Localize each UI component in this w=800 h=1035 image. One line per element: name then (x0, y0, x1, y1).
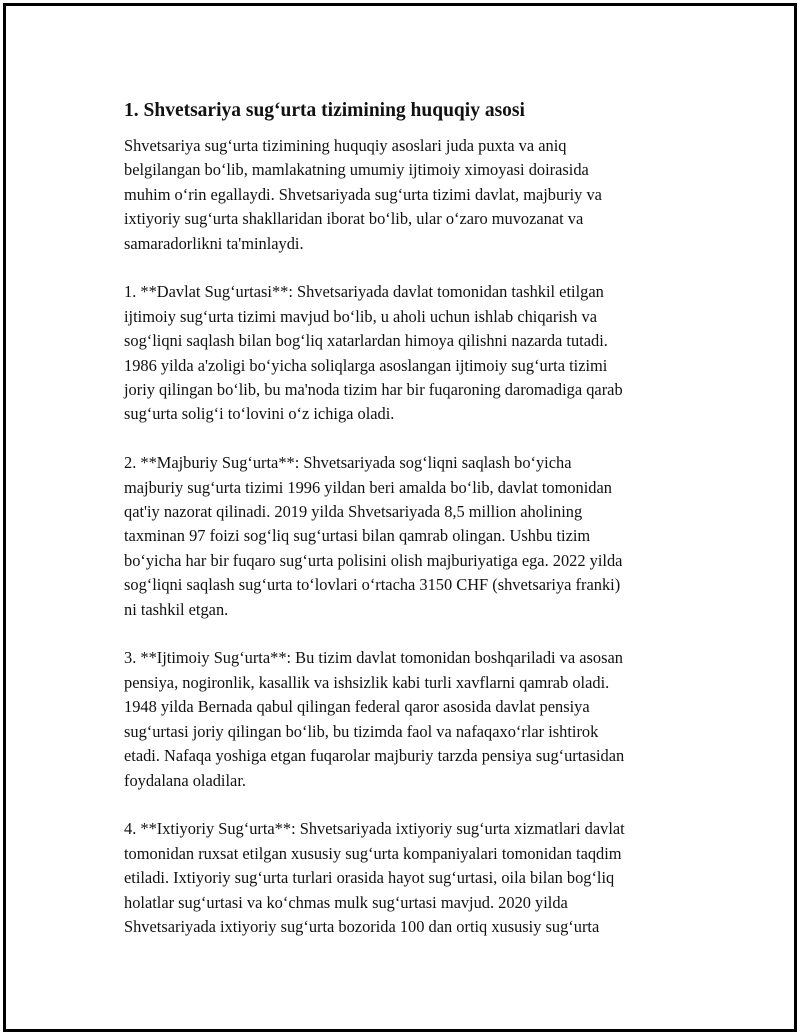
text-line: sug‘urta solig‘i to‘lovini o‘z ichiga oladi. (124, 404, 395, 424)
text-line: taxminan 97 foizi sog‘liq sug‘urtasi bilan qamrab olingan. Ushbu tizim (124, 526, 591, 546)
text-line: majburiy sug‘urta tizimi 1996 yildan beri amalda bo‘lib, davlat tomonidan (124, 477, 612, 497)
text-line: samaradorlikni ta'minlaydi. (124, 233, 304, 253)
text-line: ixtiyoriy sug‘urta shakllaridan iborat bo‘lib, ular o‘zaro muvozanat va (124, 209, 584, 229)
paragraph-social-insurance (124, 646, 694, 792)
page-frame (3, 3, 797, 1032)
text-line: muhim o‘rin egallaydi. Shvetsariyada sug‘urta tizimi davlat, majburiy va (124, 184, 602, 204)
paragraph-voluntary-insurance (124, 817, 694, 939)
text-line: 4. **Ixtiyoriy Sug‘urta**: Shvetsariyada ixtiyoriy sug‘urta xizmatlari davlat (124, 819, 625, 839)
text-line: Shvetsariya sug‘urta tizimining huquqiy asoslari juda puxta va aniq (124, 136, 567, 155)
text-line: joriy qilingan bo‘lib, bu ma'noda tizim har bir fuqaroning daromadiga qarab (124, 380, 623, 400)
text-line: tomonidan ruxsat etilgan xususiy sug‘urta kompaniyalari tomonidan taqdim (124, 843, 622, 863)
text-line: 2. **Majburiy Sug‘urta**: Shvetsariyada sog‘liqni saqlash bo‘yicha (124, 453, 572, 473)
text-line: ijtimoiy sug‘urta tizimi mavjud bo‘lib, u aholi uchun ishlab chiqarish va (124, 306, 597, 326)
text-line: 1948 yilda Bernada qabul qilingan federal qaror asosida davlat pensiya (124, 697, 590, 717)
text-line: holatlar sug‘urtasi va ko‘chmas mulk sug‘urtasi mavjud. 2020 yilda (124, 892, 568, 912)
text-line: 1. **Davlat Sug‘urtasi**: Shvetsariyada davlat tomonidan tashkil etilgan (124, 282, 604, 302)
text-line: Shvetsariyada ixtiyoriy sug‘urta bozorida 100 dan ortiq xususiy sug‘urta (124, 916, 600, 936)
paragraph-intro (124, 134, 694, 256)
text-line: sug‘urtasi joriy qilingan bo‘lib, bu tizimda faol va nafaqaxo‘rlar ishtirok (124, 721, 599, 741)
text-line: ni tashkil etgan. (124, 599, 229, 619)
text-line: etadi. Nafaqa yoshiga etgan fuqarolar majburiy tarzda pensiya sug‘urtasidan (124, 746, 625, 766)
text-line: 1986 yilda a'zoligi bo‘yicha soliqlarga asoslangan ijtimoiy sug‘urta tizimi (124, 355, 608, 375)
paragraph-state-insurance (124, 280, 694, 426)
text-line: bo‘yicha har bir fuqaro sug‘urta polisini olish majburiyatiga ega. 2022 yilda (124, 550, 623, 570)
text-line: sog‘liqni saqlash sug‘urta to‘lovlari o‘rtacha 3150 CHF (shvetsariya franki) (124, 575, 621, 595)
document-title: 1. Shvetsariya sug‘urta tizimining huquqiy asosi (124, 100, 525, 121)
text-line: 3. **Ijtimoiy Sug‘urta**: Bu tizim davlat tomonidan boshqariladi va asosan (124, 648, 623, 668)
text-line: belgilangan bo‘lib, mamlakatning umumiy ijtimoiy ximoyasi doirasida (124, 160, 589, 180)
text-line: sog‘liqni saqlash bilan bog‘liq xatarlardan himoya qilishni nazarda tutadi. (124, 331, 608, 351)
text-line: pensiya, nogironlik, kasallik va ishsizlik kabi turli xavflarni qamrab oladi. (124, 672, 610, 692)
document-body (124, 98, 694, 964)
text-line: qat'iy nazorat qilinadi. 2019 yilda Shvetsariyada 8,5 million aholining (124, 502, 583, 522)
text-line: etiladi. Ixtiyoriy sug‘urta turlari orasida hayot sug‘urtasi, oila bilan bog‘liq (124, 868, 615, 888)
text-line: foydalana oladilar. (124, 770, 246, 790)
paragraph-mandatory-insurance (124, 451, 694, 622)
